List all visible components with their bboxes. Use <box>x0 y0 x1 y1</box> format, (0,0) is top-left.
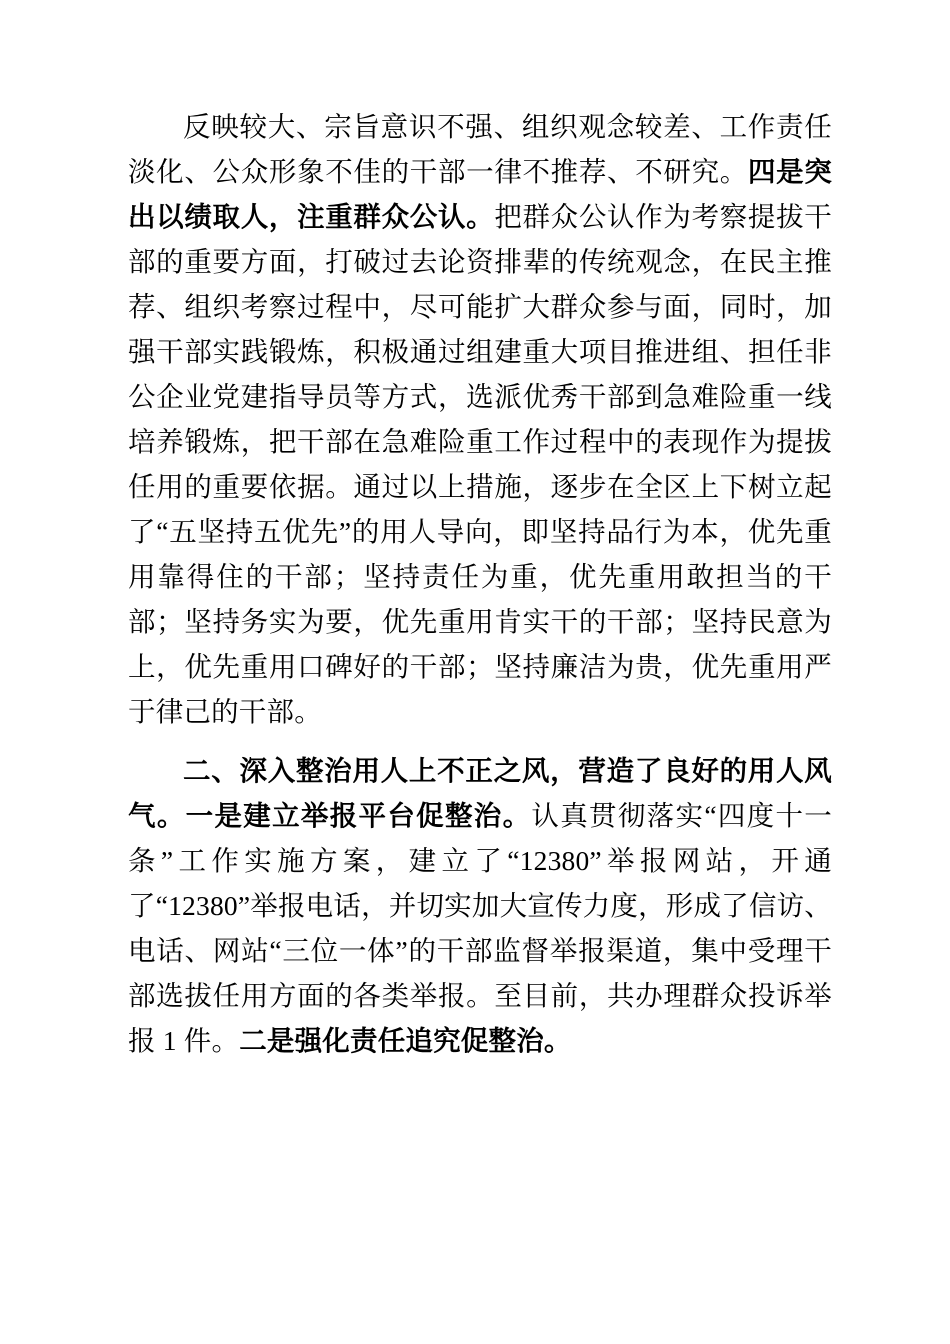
paragraph-1 <box>128 104 832 734</box>
text-run: 反映较大、宗旨意识不强、组织观念较差、工作责任淡化、公众形象不佳的干部一律不推荐、不研究。 <box>128 111 832 187</box>
text-run-bold: 四是突出以绩取人，注重群众公认。 <box>128 156 832 232</box>
text-run-bold: 二、深入整治用人上不正之风，营造了良好的用人风气。一是建立举报平台促整治。 <box>128 755 832 831</box>
paragraph-2 <box>128 748 832 1063</box>
text-run: 把群众公认作为考察提拔干部的重要方面，打破过去论资排辈的传统观念，在民主推荐、组织考察过程中，尽可能扩大群众参与面，同时，加强干部实践锻炼，积极通过组建重大项目推进组、担任非公企业党建指导员等方式，选派优秀干部到急难险重一线培养锻炼，把干部在急难险重工作过程中的表现作为提拔任用的重要依据。通过以上措施，逐步在全区上下树立起了“五坚持五优先”的用人导向，即坚持品行为本，优先重用靠得住的干部；坚持责任为重，优先重用敢担当的干部；坚持务实为要，优先重用肯实干的干部；坚持民意为上，优先重用口碑好的干部；坚持廉洁为贵，优先重用严于律己的干部。 <box>128 201 832 727</box>
text-run-bold: 二是强化责任追究促整治。 <box>239 1025 572 1056</box>
text-run: 认真贯彻落实“四度十一条”工作实施方案，建立了“12380”举报网站，开通了“12380”举报电话，并切实加大宣传力度，形成了信访、电话、网站“三位一体”的干部监督举报渠道，集中受理干部选拔任用方面的各类举报。至目前，共办理群众投诉举报 1 件。 <box>128 800 832 1056</box>
document-body <box>128 104 832 1063</box>
